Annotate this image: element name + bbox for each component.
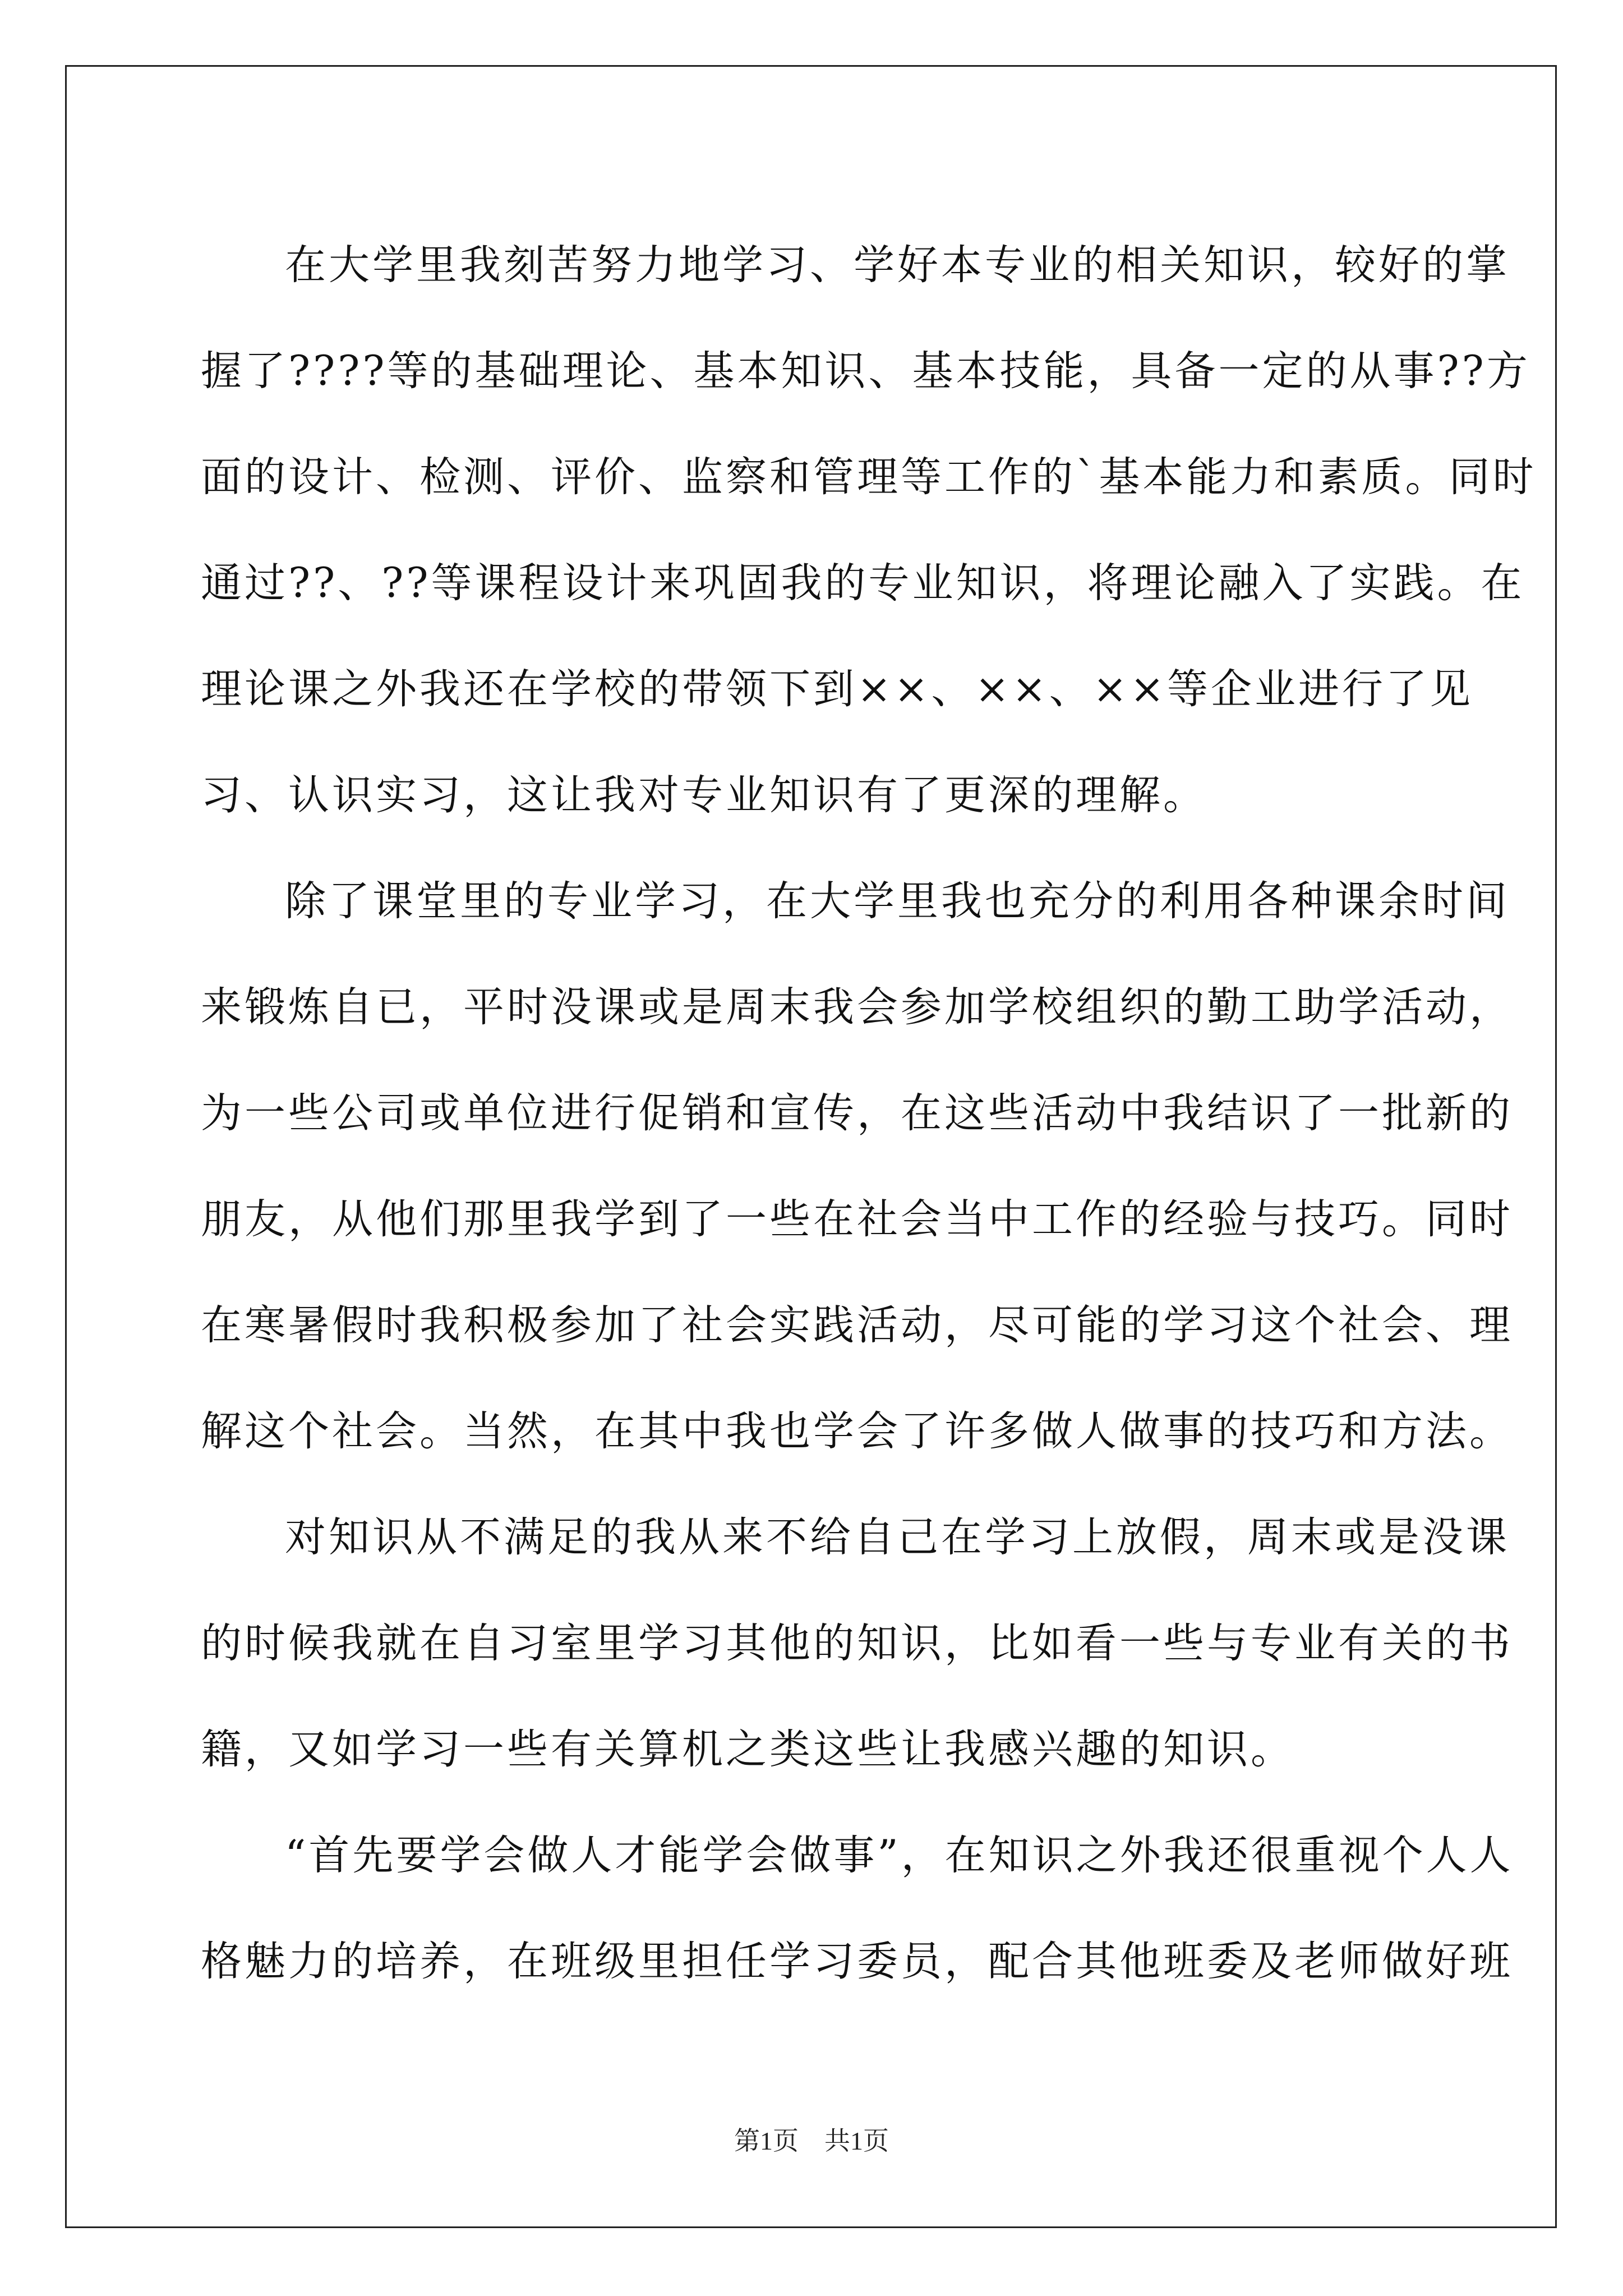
paragraph-1-line-2: 握了????等的基础理论、基本知识、基本技能，具备一定的从事??方 [201, 347, 1530, 395]
paragraph-2-line-3: 为一些公司或单位进行促销和宣传，在这些活动中我结识了一批新的 [201, 1089, 1513, 1137]
paragraph-2-line-1: 除了课堂里的专业学习，在大学里我也充分的利用各种课余时间 [285, 877, 1510, 925]
paragraph-4-line-2: 格魅力的培养，在班级里担任学习委员，配合其他班委及老师做好班 [201, 1938, 1513, 1985]
paragraph-4-line-1: “首先要学会做人才能学会做事”，在知识之外我还很重视个人人 [285, 1832, 1514, 1879]
paragraph-2-line-5: 在寒暑假时我积极参加了社会实践活动，尽可能的学习这个社会、理 [201, 1301, 1513, 1349]
paragraph-3-line-1: 对知识从不满足的我从来不给自己在学习上放假，周末或是没课 [285, 1513, 1510, 1561]
paragraph-1-line-4: 通过??、??等课程设计来巩固我的专业知识，将理论融入了实践。在 [201, 559, 1525, 607]
paragraph-1-line-1: 在大学里我刻苦努力地学习、学好本专业的相关知识，较好的掌 [285, 241, 1510, 289]
paragraph-1-line-3: 面的设计、检测、评价、监察和管理等工作的`基本能力和素质。同时 [201, 453, 1537, 501]
document-body [201, 212, 1537, 2014]
page-number-footer: 第1页 共1页 [734, 2127, 889, 2155]
paragraph-3-line-3: 籍，又如学习一些有关算机之类这些让我感兴趣的知识。 [201, 1726, 1294, 1773]
paragraph-2-line-6: 解这个社会。当然，在其中我也学会了许多做人做事的技巧和方法。 [201, 1407, 1513, 1455]
paragraph-2-line-4: 朋友，从他们那里我学到了一些在社会当中工作的经验与技巧。同时 [201, 1195, 1513, 1243]
paragraph-1-line-6: 习、认识实习，这让我对专业知识有了更深的理解。 [201, 771, 1207, 819]
paragraph-1-line-5: 理论课之外我还在学校的带领下到××、××、××等企业进行了见 [201, 665, 1473, 713]
paragraph-3-line-2: 的时候我就在自习室里学习其他的知识，比如看一些与专业有关的书 [201, 1619, 1513, 1667]
paragraph-2-line-2: 来锻炼自已，平时没课或是周末我会参加学校组织的勤工助学活动， [201, 983, 1513, 1031]
